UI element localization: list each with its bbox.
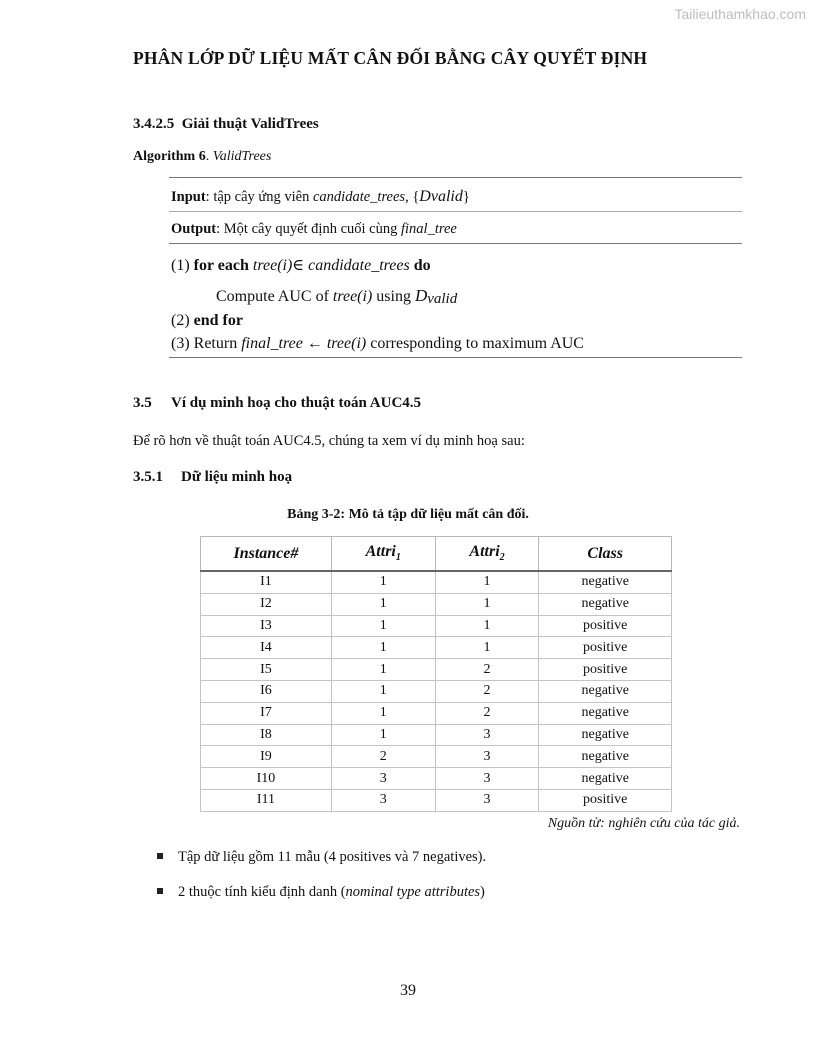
algo-header-rule: [169, 243, 742, 244]
cell-class: positive: [539, 615, 672, 637]
section-number: 3.5: [133, 395, 152, 411]
cell-attri2: 3: [435, 746, 539, 768]
cell-attri2: 1: [435, 593, 539, 615]
algo-input-line: [171, 188, 470, 206]
input-var: candidate_trees: [313, 189, 406, 205]
section-heading-35: [133, 395, 421, 412]
cell-attri2: 2: [435, 680, 539, 702]
cell-attri1: 1: [331, 659, 435, 681]
cell-class: negative: [539, 593, 672, 615]
step-do: do: [413, 257, 431, 274]
bullet-square-icon: [157, 888, 163, 894]
cell-instance: I2: [201, 593, 332, 615]
cell-attri2: 3: [435, 768, 539, 790]
table-row: [201, 768, 672, 790]
cell-class: positive: [539, 637, 672, 659]
compute-sub: valid: [427, 291, 458, 307]
bullet-italic: nominal type attributes: [345, 884, 481, 900]
output-label: Output: [171, 221, 217, 237]
watermark: Tailieuthamkhao.com: [674, 6, 806, 22]
cell-instance: I7: [201, 702, 332, 724]
algo-step-3: [171, 335, 584, 353]
input-label: Input: [171, 189, 206, 205]
bullet-item-2: [157, 884, 485, 901]
cell-attri2: 1: [435, 571, 539, 593]
cell-attri2: 1: [435, 637, 539, 659]
input-text: : tập cây ứng viên: [205, 189, 313, 205]
step-text: corresponding to maximum AUC: [366, 335, 584, 352]
cell-attri2: 2: [435, 702, 539, 724]
cell-attri1: 1: [331, 637, 435, 659]
step-var: final_tree: [241, 335, 303, 352]
step-var: tree(i): [326, 335, 367, 352]
step-keyword: end for: [193, 312, 243, 329]
step-num: (1): [171, 257, 194, 274]
input-set-open: , {: [405, 189, 420, 205]
compute-var: tree(i): [332, 288, 373, 305]
table-row: [201, 724, 672, 746]
cell-attri1: 2: [331, 746, 435, 768]
cell-instance: I10: [201, 768, 332, 790]
algo-compute-line: [216, 286, 457, 306]
cell-class: negative: [539, 746, 672, 768]
table-caption: Bảng 3-2: Mô tả tập dữ liệu mất cân đối.: [287, 507, 529, 522]
header-sub: 1: [395, 552, 401, 564]
bullet-text: Tập dữ liệu gồm 11 mẫu (4 positives và 7 negatives).: [178, 849, 487, 865]
cell-class: positive: [539, 789, 672, 811]
cell-class: negative: [539, 702, 672, 724]
step-num: (3) Return: [171, 335, 242, 352]
bullet-text: 2 thuộc tính kiểu định danh (: [178, 884, 346, 900]
section-heading-351: [133, 469, 292, 486]
algo-step-1: [171, 255, 431, 275]
section-number: 3.5.1: [133, 469, 163, 485]
header-sub: 2: [499, 552, 505, 564]
header-text: Attri: [469, 543, 500, 561]
cell-class: negative: [539, 768, 672, 790]
bullet-suffix: ): [480, 884, 485, 900]
header-text: Attri: [365, 543, 396, 561]
cell-attri1: 1: [331, 680, 435, 702]
cell-attri2: 3: [435, 724, 539, 746]
compute-using: using: [372, 288, 415, 305]
cell-instance: I4: [201, 637, 332, 659]
data-table: [200, 536, 672, 812]
intro-paragraph: Để rõ hơn về thuật toán AUC4.5, chúng ta xem ví dụ minh hoạ sau:: [133, 433, 525, 449]
section-title: Ví dụ minh hoạ cho thuật toán AUC4.5: [171, 395, 422, 411]
table-row: [201, 659, 672, 681]
header-attri2: [435, 537, 539, 572]
cell-attri2: 2: [435, 659, 539, 681]
table-row: [201, 680, 672, 702]
input-set-var: Dvalid: [419, 188, 463, 205]
step-var: tree(i)∈ candidate_trees: [252, 257, 410, 274]
algo-step-2: [171, 312, 243, 330]
cell-instance: I9: [201, 746, 332, 768]
step-arrow: ←: [302, 335, 327, 352]
cell-attri1: 1: [331, 615, 435, 637]
compute-d: D: [414, 286, 428, 305]
cell-class: negative: [539, 724, 672, 746]
table-row: [201, 702, 672, 724]
cell-attri1: 3: [331, 768, 435, 790]
cell-instance: I3: [201, 615, 332, 637]
table-header-row: [201, 537, 672, 572]
cell-attri1: 1: [331, 724, 435, 746]
table-row: [201, 593, 672, 615]
algorithm-number: Algorithm 6: [133, 149, 206, 164]
algo-bottom-rule: [169, 357, 742, 358]
cell-class: negative: [539, 571, 672, 593]
cell-attri2: 1: [435, 615, 539, 637]
output-var: final_tree: [400, 221, 457, 237]
algo-top-rule: [169, 177, 742, 178]
bullet-item-1: [157, 849, 486, 866]
section-title: Dữ liệu minh hoạ: [181, 469, 293, 485]
cell-instance: I5: [201, 659, 332, 681]
cell-attri1: 1: [331, 702, 435, 724]
algo-output-line: [171, 221, 457, 238]
input-set-close: }: [462, 189, 470, 205]
table-row: [201, 571, 672, 593]
algo-mid-rule: [169, 211, 742, 212]
page-number: 39: [400, 982, 416, 999]
output-text: : Một cây quyết định cuối cùng: [216, 221, 401, 237]
page-title: PHÂN LỚP DỮ LIỆU MẤT CÂN ĐỐI BẰNG CÂY QUYẾT ĐỊNH: [133, 48, 648, 68]
header-class: [539, 537, 672, 572]
algorithm-label: Algorithm 6. ValidTrees: [133, 149, 272, 164]
section-title: Giải thuật ValidTrees: [181, 116, 319, 132]
table-source: Nguồn từ: nghiên cứu của tác giả.: [547, 816, 740, 831]
cell-instance: I11: [201, 789, 332, 811]
table-row: [201, 637, 672, 659]
header-attri1: [331, 537, 435, 572]
bullet-square-icon: [157, 853, 163, 859]
cell-class: positive: [539, 659, 672, 681]
cell-instance: I8: [201, 724, 332, 746]
header-instance: [201, 537, 332, 572]
cell-attri2: 3: [435, 789, 539, 811]
cell-attri1: 1: [331, 593, 435, 615]
header-text: Instance#: [233, 544, 299, 562]
section-number: 3.4.2.5: [133, 116, 175, 132]
step-keyword: for each: [193, 257, 249, 274]
cell-attri1: 3: [331, 789, 435, 811]
table-row: [201, 789, 672, 811]
compute-text: Compute AUC of: [216, 288, 333, 305]
algorithm-name: ValidTrees: [212, 149, 272, 164]
step-num: (2): [171, 312, 194, 329]
cell-instance: I6: [201, 680, 332, 702]
section-heading-3425: [133, 116, 319, 133]
header-text: Class: [587, 544, 623, 562]
table-row: [201, 746, 672, 768]
cell-class: negative: [539, 680, 672, 702]
cell-attri1: 1: [331, 571, 435, 593]
table-row: [201, 615, 672, 637]
cell-instance: I1: [201, 571, 332, 593]
